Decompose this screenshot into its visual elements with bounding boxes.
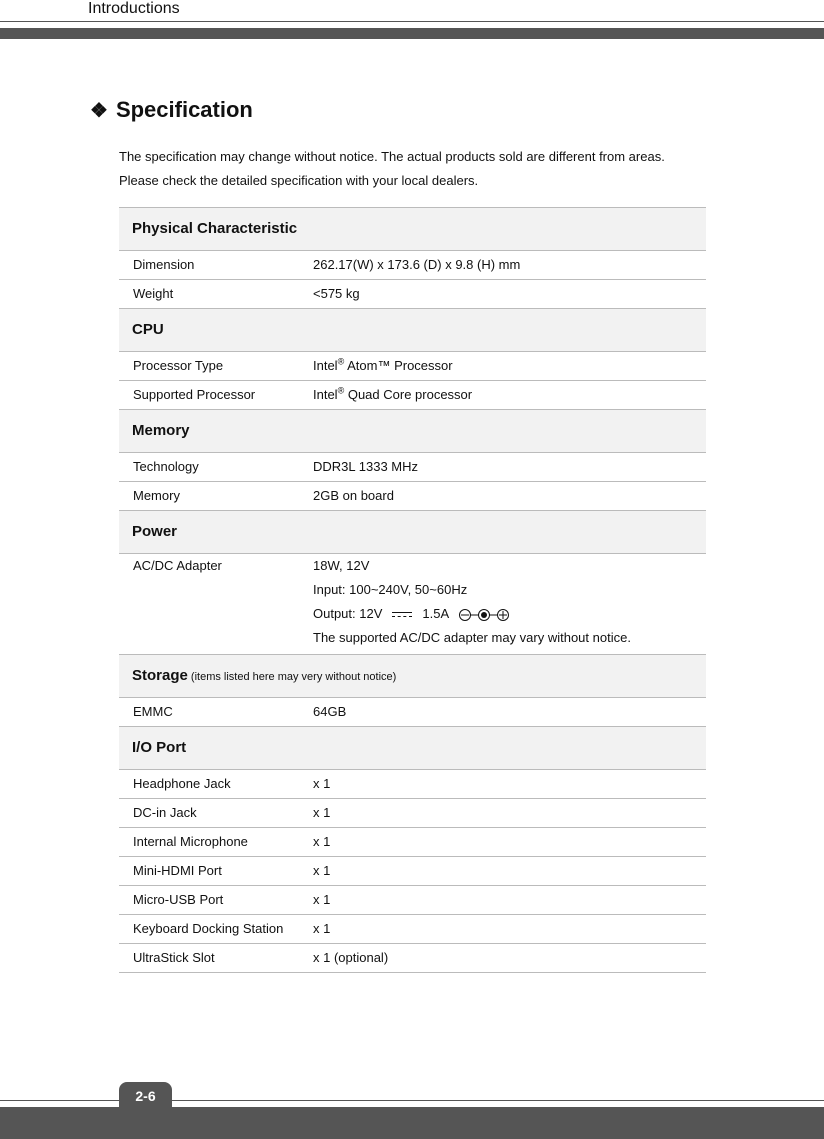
power-input: Input: 100~240V, 50~60Hz (313, 582, 468, 597)
row-value: 2GB on board (313, 488, 394, 503)
section-header-memory (119, 410, 706, 453)
intro-line-2: Please check the detailed specification with your local dealers. (119, 173, 479, 188)
row-label: Weight (133, 286, 174, 301)
table-row (119, 886, 706, 915)
row-label: Headphone Jack (133, 776, 231, 791)
row-label: Technology (133, 459, 199, 474)
row-value: x 1 (313, 834, 331, 849)
table-row (119, 770, 706, 799)
section-title: Power (132, 523, 178, 540)
row-value: x 1 (313, 805, 331, 820)
output-voltage: Output: 12V (313, 606, 383, 621)
intro-line-1: The specification may change without notice. The actual products sold are different from areas. (119, 149, 665, 164)
row-label: AC/DC Adapter (133, 558, 222, 573)
registered-mark: ® (337, 356, 345, 367)
diamond-bullet-icon: ❖ (90, 100, 108, 122)
spec-table (119, 207, 706, 973)
table-row (119, 554, 706, 655)
row-value (313, 352, 706, 374)
header-rule (0, 21, 824, 22)
row-label: Keyboard Docking Station (133, 921, 284, 936)
row-label: UltraStick Slot (133, 950, 215, 965)
header-bar (0, 28, 824, 39)
processor-name: Atom™ Processor (344, 358, 453, 373)
row-value: x 1 (313, 921, 331, 936)
table-row (119, 944, 706, 973)
running-header-title: Introductions (88, 0, 180, 17)
section-title: Memory (132, 422, 190, 439)
row-label: Supported Processor (133, 387, 256, 402)
section-note: (items listed here may very without notice) (187, 670, 397, 683)
power-output (313, 602, 706, 626)
table-row (119, 280, 706, 309)
section-header-cpu (119, 309, 706, 352)
section-title: Physical Characteristic (132, 220, 298, 237)
row-value: x 1 (313, 892, 331, 907)
row-value: 64GB (313, 704, 347, 719)
row-label: Dimension (133, 257, 195, 272)
table-row (119, 482, 706, 511)
row-value: x 1 (optional) (313, 950, 389, 965)
table-row (119, 381, 706, 410)
table-row (119, 857, 706, 886)
section-header-power (119, 511, 706, 554)
row-value (313, 554, 706, 650)
row-value (313, 381, 706, 403)
brand-name: Intel (313, 387, 338, 402)
row-label: Memory (133, 488, 180, 503)
section-header-physical (119, 208, 706, 251)
table-row (119, 799, 706, 828)
power-rating: 18W, 12V (313, 558, 370, 573)
row-value: x 1 (313, 776, 331, 791)
section-header-storage (119, 655, 706, 698)
row-label: Micro-USB Port (133, 892, 224, 907)
output-current: 1.5A (422, 606, 449, 621)
row-value: 262.17(W) x 173.6 (D) x 9.8 (H) mm (313, 257, 521, 272)
row-value: DDR3L 1333 MHz (313, 459, 419, 474)
table-row (119, 828, 706, 857)
page-number: 2-6 (119, 1082, 172, 1108)
section-title: I/O Port (132, 739, 187, 756)
row-value: <575 kg (313, 286, 360, 301)
table-row (119, 453, 706, 482)
row-label: Internal Microphone (133, 834, 248, 849)
footer-bar (0, 1107, 824, 1139)
row-value: x 1 (313, 863, 331, 878)
table-row (119, 352, 706, 381)
row-label: DC-in Jack (133, 805, 197, 820)
section-title: Storage (items listed here may very without notice) (132, 666, 397, 684)
table-row (119, 698, 706, 727)
table-row (119, 915, 706, 944)
power-notice: The supported AC/DC adapter may vary without notice. (313, 630, 631, 645)
registered-mark: ® (337, 385, 345, 396)
row-label: Mini-HDMI Port (133, 863, 222, 878)
section-title: CPU (132, 321, 164, 338)
row-label: Processor Type (133, 358, 224, 373)
dc-symbol-icon (392, 612, 412, 621)
section-heading-text: Specification (115, 97, 253, 122)
processor-name: Quad Core processor (344, 387, 473, 402)
table-row (119, 251, 706, 280)
brand-name: Intel (313, 358, 338, 373)
polarity-icon (458, 608, 510, 622)
row-label: EMMC (133, 704, 173, 719)
section-header-io (119, 727, 706, 770)
section-heading (90, 96, 253, 125)
